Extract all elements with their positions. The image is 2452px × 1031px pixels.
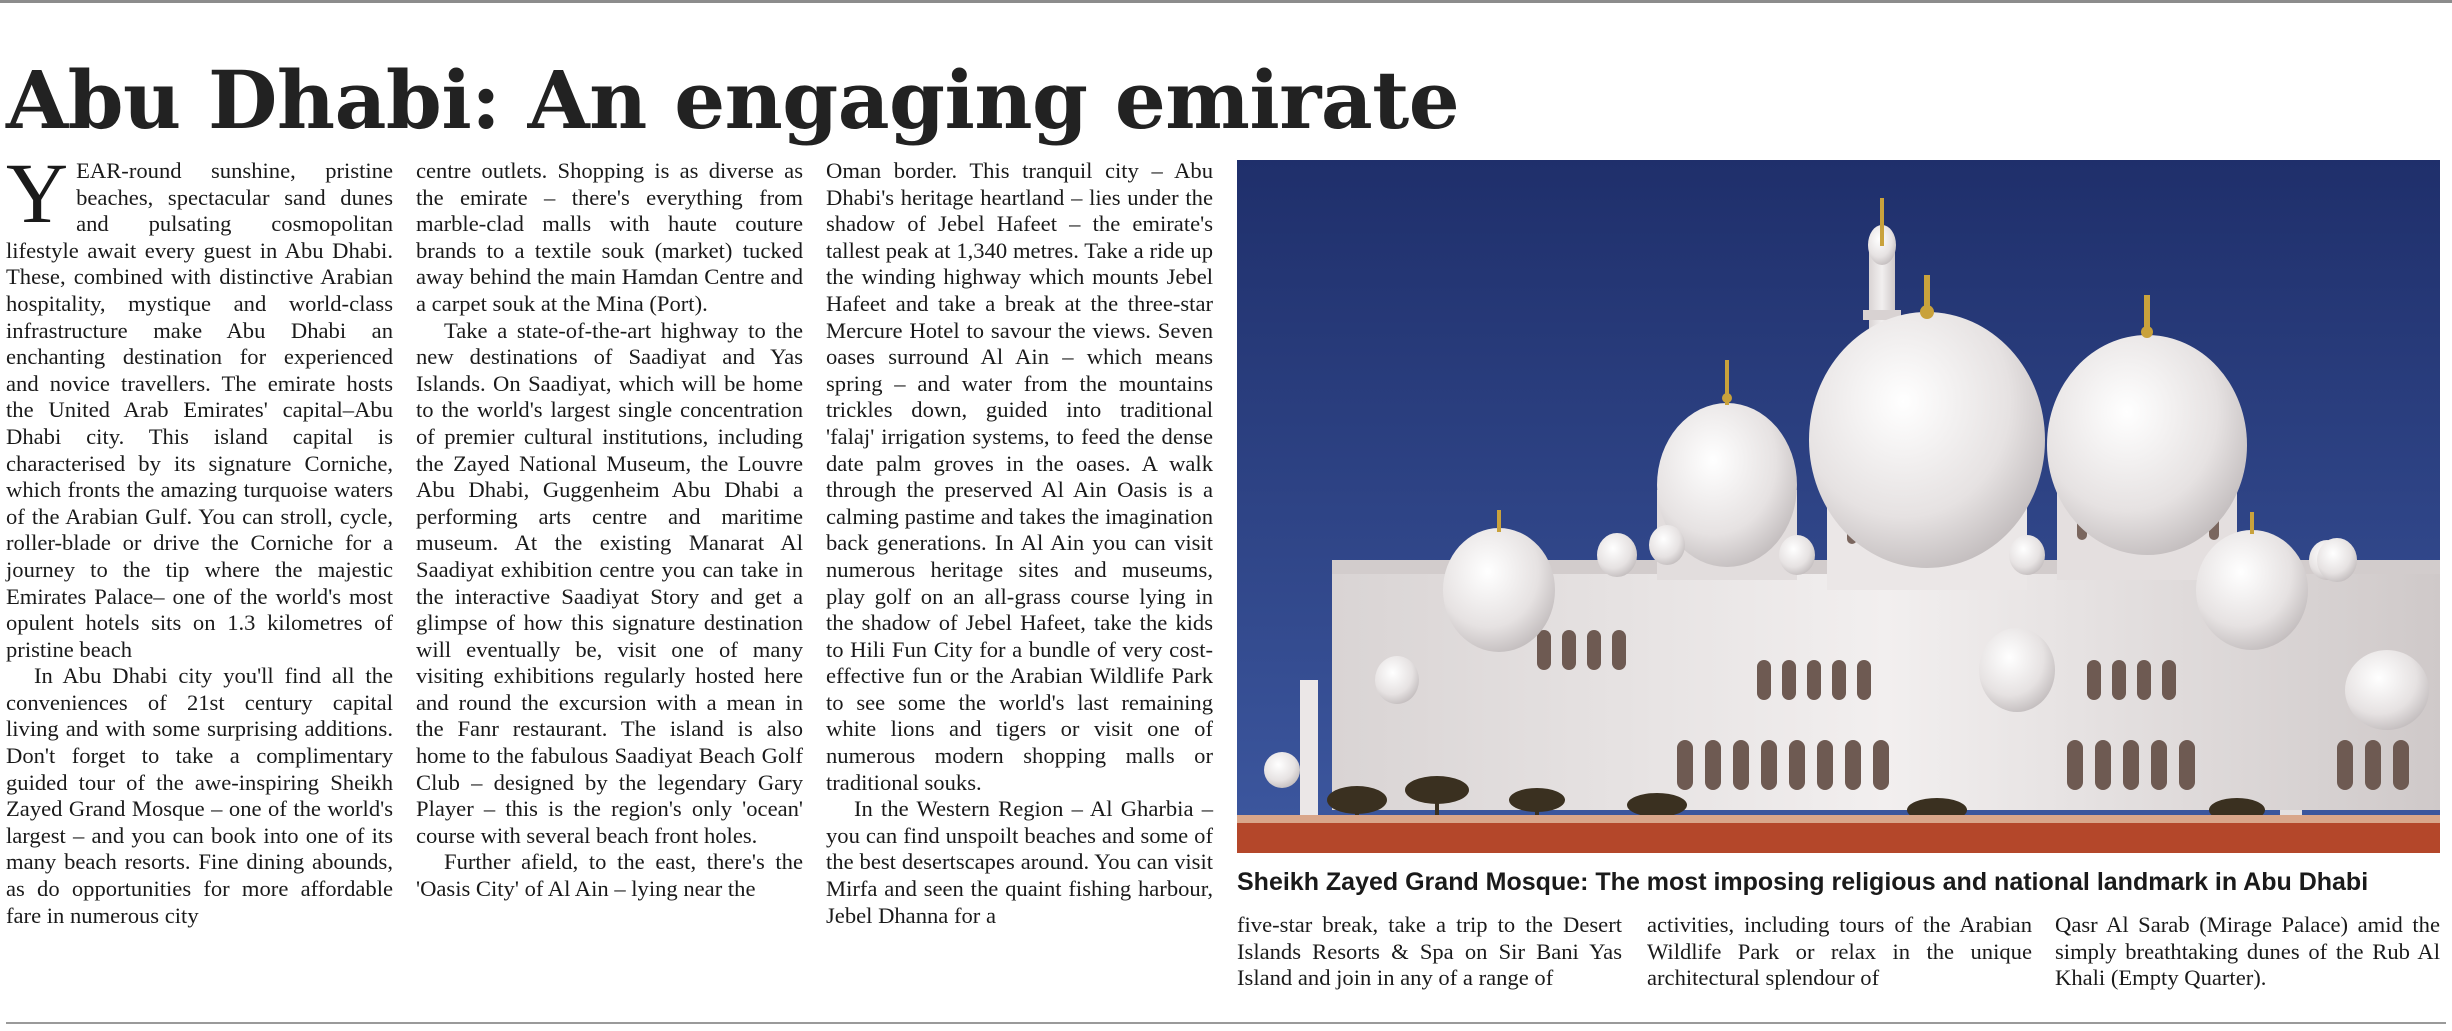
- paragraph-3: centre outlets. Shopping is as diverse as the emirate – there's everything from marble-clad malls with haute couture brands to a textile souk (market) tucked away behind the main Hamdan Centre and a carpet souk at the Mina (Port).: [416, 158, 803, 316]
- mosque-photo: [1237, 160, 2440, 853]
- paragraph-2: In Abu Dhabi city you'll find all the conveniences of 21st century capital living and with some surprising additions. Don't forget to take a complimentary guided tour of the awe-inspiring Sheikh Zayed Grand Mosque – one of the world's largest – and you can book into one of its many beach resorts. Fine dining abounds, as do opportunities for more affordable fare in numerous city: [6, 663, 393, 928]
- paragraph-5: Further afield, to the east, there's the 'Oasis City' of Al Ain – lying near the: [416, 849, 803, 902]
- paragraph-6: Oman border. This tranquil city – Abu Dhabi's heritage heartland – lies under the shadow of Jebel Hafeet – the emirate's tallest peak at 1,340 metres. Take a ride up the winding highway which mounts Jebel Hafeet and take a break at the three-star Mercure Hotel to savour the views. Seven oases surround Al Ain – which means spring – and water from the mountains trickles down, guided into traditional 'falaj' irrigation systems, to feed the dense date palm groves in the oases. A walk through the preserved Al Ain Oasis is a calming pastime and takes the imagination back generations. In Al Ain you can visit numerous heritage sites and museums, play golf on an all-grass course lying in the shadow of Jebel Hafeet, take the kids to Hili Fun City for a bundle of very cost-effective fun or the Arabian Wildlife Park to see some the world's last remaining white lions and tigers or visit one of numerous modern shopping malls or traditional souks.: [826, 158, 1213, 795]
- bottom-paragraph-2: activities, including tours of the Arabian Wildlife Park or relax in the unique architectural splendour of: [1647, 912, 2032, 991]
- article-column-1: [6, 145, 393, 929]
- paragraph-1-text: EAR-round sunshine, pristine beaches, spectacular sand dunes and pulsating cosmopolitan lifestyle await every guest in Abu Dhabi. These, combined with distinctive Arabian hospitality, mystique and world-class infrastructure make Abu Dhabi an enchanting destination for experienced and novice travellers. The emirate hosts the United Arab Emirates' capital–Abu Dhabi city. This island capital is characterised by its signature Corniche, which fronts the amazing turquoise waters of the Arabian Gulf. You can stroll, cycle, roller-blade or drive the Corniche for a journey to the tip where the majestic Emirates Palace– one of the world's most opulent hotels sits on 1.3 kilometres of pristine beach: [6, 158, 393, 662]
- ground: [1237, 820, 2440, 853]
- article-headline: Abu Dhabi: An engaging emirate: [6, 53, 1460, 147]
- paragraph-4: Take a state-of-the-art highway to the new destinations of Saadiyat and Yas Islands. On Saadiyat, which will be home to the world's largest single concentration of premier cultural institutions, including the Zayed National Museum, the Louvre Abu Dhabi, Guggenheim Abu Dhabi a performing arts centre and maritime museum. At the existing Manarat Al Saadiyat exhibition centre you can take in the interactive Saadiyat Story and get a glimpse of how this signature destination will eventually be, visit one of many visiting exhibitions regularly hosted here and round the excursion with a mean in the Fanr restaurant. The island is also home to the fabulous Saadiyat Beach Golf Club – designed by the legendary Gary Player – this is the region's only 'ocean' course with several beach front holes.: [416, 317, 803, 848]
- drop-cap: Y: [6, 145, 69, 241]
- article-column-3: [826, 158, 1213, 929]
- paragraph-7: In the Western Region – Al Gharbia – you can find unspoilt beaches and some of the best desertscapes around. You can visit Mirfa and seen the quaint fishing harbour, Jebel Dhanna for a: [826, 796, 1213, 928]
- bottom-column-2: [1647, 912, 2032, 992]
- article-column-2: [416, 158, 803, 903]
- photo-caption: Sheikh Zayed Grand Mosque: The most imposing religious and national landmark in Abu Dhabi: [1237, 868, 2369, 896]
- paragraph-1: [6, 145, 393, 663]
- bottom-rule: [6, 1022, 2446, 1024]
- bottom-column-1: [1237, 912, 1622, 992]
- top-rule: [0, 0, 2452, 3]
- bottom-paragraph-1: five-star break, take a trip to the Desert Islands Resorts & Spa on Sir Bani Yas Island and join in any of a range of: [1237, 912, 1622, 991]
- bottom-column-3: [2055, 912, 2440, 992]
- mosque-illustration: [1237, 160, 2440, 853]
- bottom-paragraph-3: Qasr Al Sarab (Mirage Palace) amid the simply breathtaking dunes of the Rub Al Khali (Empty Quarter).: [2055, 912, 2440, 991]
